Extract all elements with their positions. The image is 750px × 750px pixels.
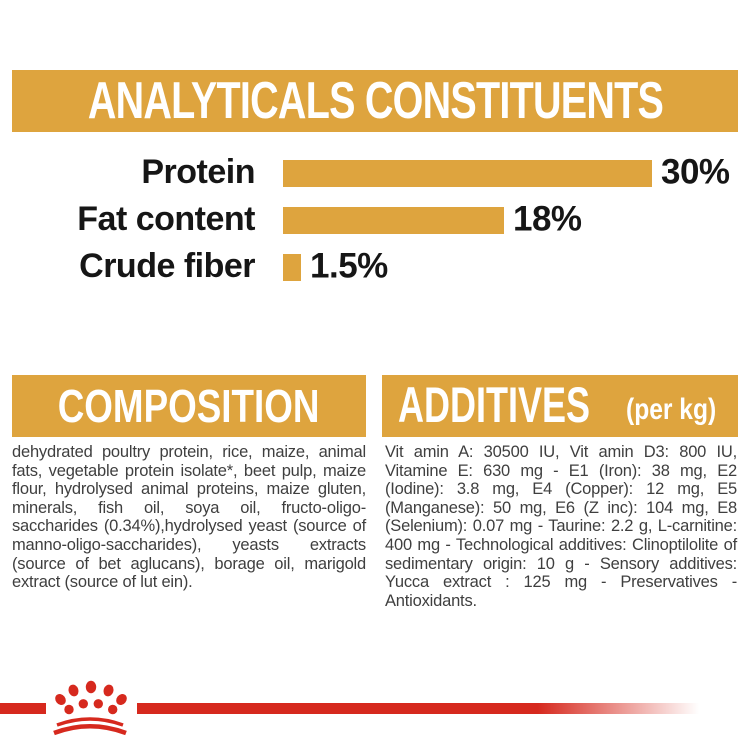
crude-fiber-bar xyxy=(283,254,301,281)
royal-canin-crown-logo xyxy=(48,674,132,740)
chart-row-crude-fiber xyxy=(0,245,750,285)
fat-content-bar xyxy=(283,207,504,234)
footer-stripe-right xyxy=(137,703,735,714)
protein-label: Protein xyxy=(141,152,255,191)
additives-body: Vit amin A: 30500 IU, Vit amin D3: 800 IU, Vitamine E: 630 mg - E1 (Iron): 38 mg, E2 (Iodine): 3.8 mg, E4 (Copper): 12 mg, E5 (Manganese): 50 mg, E6 (Z inc): 104 mg, E8 (Selenium): 0.07 mg - Taurine: 2.2 g, L-carnitine: 400 mg - Technological additives: Clinoptilolite of sedimentary origin: 10 g - Sensory additives: Yucca extract : 125 mg - Preservatives -Antioxidants. xyxy=(385,443,737,610)
page-title: ANALYTICALS CONSTITUENTS xyxy=(87,72,663,130)
chart-row-fat-content xyxy=(0,198,750,238)
composition-body: dehydrated poultry protein, rice, maize, animal fats, vegetable protein isolate*, beet pulp, maize flour, hydrolysed animal proteins, maize gluten, minerals, fish oil, soya oil, fructo-oligo-saccharides (0.34%),hydrolysed yeast (source of manno-oligo-saccharides), yeasts extracts (source of bet aglucans), borage oil, marigold extract (source of lut ein). xyxy=(12,443,366,592)
composition-title: COMPOSITION xyxy=(58,380,320,432)
fat-content-value: 18% xyxy=(513,198,582,238)
footer-stripe-left xyxy=(0,703,46,714)
additives-title: ADDITIVES xyxy=(398,377,591,433)
protein-bar xyxy=(283,160,652,187)
composition-header-bar xyxy=(12,375,366,437)
protein-value: 30% xyxy=(661,151,730,191)
analytical-constituents-chart xyxy=(0,0,750,300)
additives-header-bar xyxy=(382,375,738,437)
chart-row-protein xyxy=(0,151,750,191)
additives-per-kg-label: (per kg) xyxy=(626,393,717,426)
fat-content-label: Fat content xyxy=(77,199,255,238)
crude-fiber-value: 1.5% xyxy=(310,245,388,285)
crude-fiber-label: Crude fiber xyxy=(79,246,255,285)
